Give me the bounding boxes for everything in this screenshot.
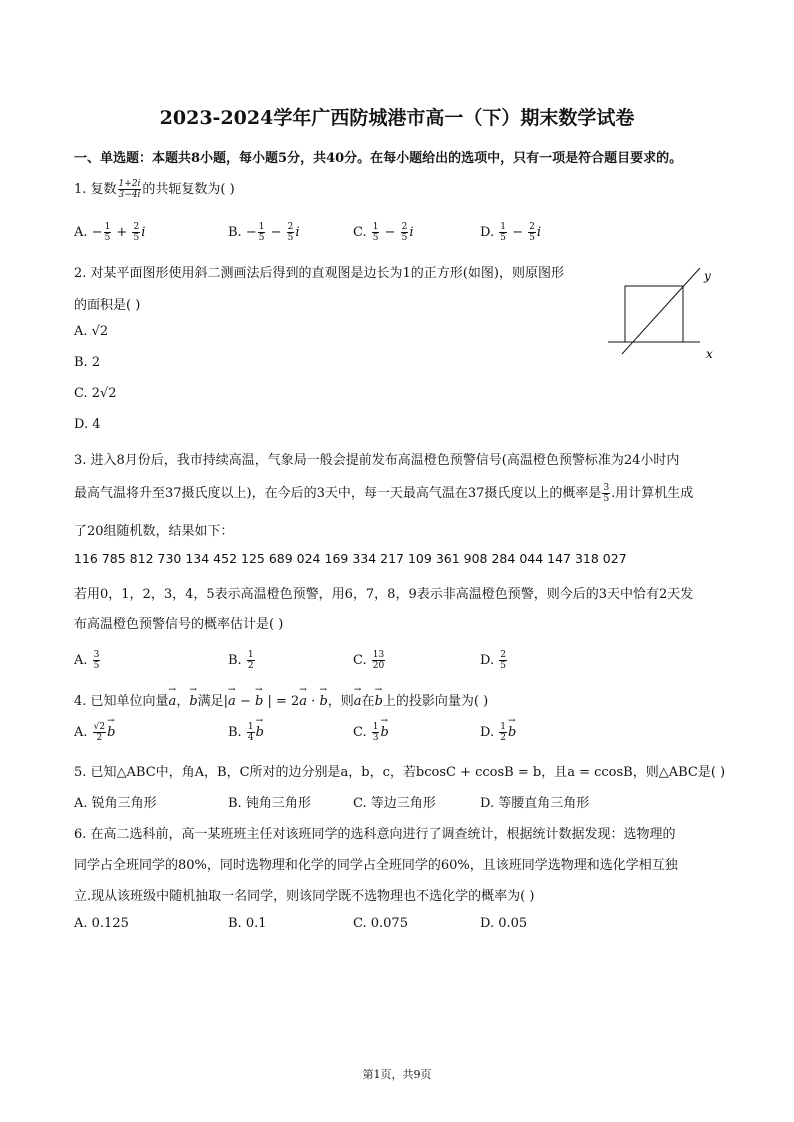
question-3-line-1: 3. 进入8月份后，我市持续高温，气象局一般会提前发布高温橙色预警信号(高温橙色预警标准为24小时内	[74, 453, 680, 468]
frac-num: 1	[372, 222, 379, 232]
q1-option-a[interactable]	[74, 222, 145, 243]
option-frac	[372, 650, 385, 671]
option-tail: i	[295, 225, 300, 240]
vector-a: → a	[169, 694, 177, 709]
q4-sep: ，	[176, 694, 190, 709]
frac-den: 2	[247, 661, 254, 671]
q4-mid: 满足|	[197, 694, 229, 709]
question-3-line-2	[74, 482, 693, 504]
q2-option-d[interactable]: D. 4	[74, 417, 101, 432]
frac-num: 1	[500, 722, 506, 732]
option-label: C.	[353, 725, 371, 740]
q6-option-a[interactable]: A. 0.125	[74, 916, 129, 931]
frac-den: 5	[401, 233, 408, 243]
option-frac-1	[372, 222, 380, 243]
q3-option-b[interactable]	[228, 650, 256, 671]
option-frac-2	[132, 222, 140, 243]
option-label: B.	[228, 653, 246, 668]
option-sign: −	[91, 225, 103, 240]
frac-num: 1	[258, 222, 265, 232]
q1-stem-post: 的共轭复数为( )	[142, 182, 235, 197]
frac-num: 13	[372, 650, 385, 660]
vector-a: → a	[354, 694, 362, 709]
q1-option-c[interactable]	[353, 222, 414, 243]
frac-den: 5	[603, 494, 610, 504]
q5-option-b[interactable]: B. 钝角三角形	[228, 796, 311, 811]
frac-den: 20	[372, 661, 385, 671]
q6-option-d[interactable]: D. 0.05	[480, 916, 528, 931]
q1-stem-pre: 1. 复数	[74, 182, 117, 197]
option-tail: i	[536, 225, 542, 240]
option-frac-2	[287, 222, 295, 243]
frac-den: 5	[372, 233, 379, 243]
option-tail: i	[141, 225, 146, 240]
frac-den: 2	[96, 733, 103, 743]
frac-den: 2	[500, 733, 506, 743]
q5-option-c[interactable]: C. 等边三角形	[353, 796, 436, 811]
q2-option-c[interactable]: C. 2√2	[74, 386, 117, 401]
oblique-square-figure	[604, 262, 724, 362]
frac-den: 3	[372, 733, 379, 743]
frac-den: 4	[247, 733, 254, 743]
option-op: −	[507, 225, 528, 240]
vector-a: → a	[228, 694, 236, 709]
option-label: C.	[353, 653, 371, 668]
frac-den: 5	[93, 661, 100, 671]
option-frac-1	[104, 222, 112, 243]
frac-num: 3	[93, 650, 100, 660]
option-op: −	[380, 225, 400, 240]
vector-b: → b	[319, 694, 327, 709]
frac-den: 5	[287, 233, 294, 243]
question-2-line-1: 2. 对某平面图形使用斜二测画法后得到的直观图是边长为1的正方形(如图)，则原图形	[74, 266, 564, 281]
q4-eq: | = 2	[263, 694, 300, 709]
question-6-line-3: 立.现从该班级中随机抽取一名同学，则该同学既不选物理也不选化学的概率为( )	[74, 889, 535, 904]
option-frac	[93, 650, 101, 671]
option-label: C.	[353, 225, 371, 240]
vector-b: → b	[375, 694, 383, 709]
frac-den: 5	[500, 233, 506, 243]
frac-num: 1	[104, 222, 111, 232]
q3-option-a[interactable]	[74, 650, 101, 671]
q6-option-c[interactable]: C. 0.075	[353, 916, 408, 931]
option-sign: −	[245, 225, 257, 240]
q5-option-d[interactable]: D. 等腰直角三角形	[480, 796, 590, 811]
y-axis	[622, 268, 700, 354]
section-header: 一、单选题：本题共8小题，每小题5分，共40分。在每小题给出的选项中，只有一项是符合题目要求的。	[74, 151, 683, 166]
option-label: A.	[74, 725, 92, 740]
frac-num: 2	[500, 650, 506, 660]
question-3-line-5: 若用0，1，2，3，4，5表示高温橙色预警，用6，7，8，9表示非高温橙色预警，则今后的3天中恰有2天发	[74, 587, 694, 602]
q3-line2-pre: 最高气温将升至37摄氏度以上)，在今后的3天中，每一天最高气温在37摄氏度以上的概率是	[74, 486, 602, 501]
frac-num: 1	[247, 722, 254, 732]
option-frac	[93, 722, 106, 743]
option-frac	[247, 722, 255, 743]
frac-num: 1	[372, 722, 379, 732]
frac-den: 5	[133, 233, 140, 243]
option-label: A.	[74, 653, 92, 668]
q4-post2: 在	[361, 694, 375, 709]
q2-option-b[interactable]: B. 2	[74, 355, 101, 370]
option-frac	[247, 650, 255, 671]
frac-den: 5	[529, 233, 535, 243]
option-label: D.	[480, 653, 499, 668]
q1-frac-num: 1+2i	[118, 179, 141, 189]
option-frac-2	[528, 222, 536, 243]
q4-option-c[interactable]	[353, 722, 389, 743]
exam-title: 2023-2024学年广西防城港市高一（下）期末数学试卷	[159, 107, 635, 129]
q4-pre: 4. 已知单位向量	[74, 694, 169, 709]
frac-num: √2	[93, 722, 106, 732]
q1-option-d[interactable]	[480, 222, 541, 243]
option-label: A.	[74, 225, 92, 240]
option-label: D.	[480, 225, 499, 240]
vector-b: → b	[508, 725, 516, 740]
option-frac-1	[258, 222, 266, 243]
option-tail: i	[409, 225, 414, 240]
option-frac-1	[499, 222, 507, 243]
frac-num: 2	[287, 222, 294, 232]
q4-dot: ·	[307, 694, 320, 709]
q4-option-d[interactable]	[480, 722, 516, 743]
q1-frac-den: 3−4i	[118, 190, 141, 200]
option-label: B.	[228, 225, 246, 240]
question-3-line-3: 了20组随机数，结果如下：	[74, 524, 234, 539]
option-frac	[499, 722, 507, 743]
q3-option-c[interactable]	[353, 650, 386, 671]
q3-option-d[interactable]	[480, 650, 508, 671]
frac-den: 5	[104, 233, 111, 243]
frac-den: 5	[258, 233, 265, 243]
question-5-stem: 5. 已知△ABC中，角A，B，C所对的边分别是a，b，c，若bcosC + ccosB = b，且a = ccosB，则△ABC是( )	[74, 765, 726, 780]
question-4-stem: 4. 已知单位向量→ a，→ b满足|→ a − → b | = 2→ a · → b，则→ a在→ b上的投影向量为( )	[74, 690, 488, 709]
frac-num: 3	[603, 483, 610, 493]
vector-b: → b	[256, 725, 264, 740]
vector-b: → b	[107, 725, 115, 740]
frac-num: 2	[401, 222, 408, 232]
option-frac	[372, 722, 380, 743]
frac-num: 1	[500, 222, 506, 232]
question-3-line-6: 布高温橙色预警信号的概率估计是( )	[74, 617, 284, 632]
option-label: B.	[228, 725, 246, 740]
q3-line2-post: .用计算机生成	[611, 486, 694, 501]
question-6-line-1: 6. 在高二选科前，高一某班班主任对该班同学的选科意向进行了调查统计，根据统计数据发现：选物理的	[74, 827, 676, 842]
q4-option-b[interactable]	[228, 722, 264, 743]
q4-post: ，则	[327, 694, 354, 709]
option-op: +	[112, 225, 132, 240]
square-shape	[625, 286, 683, 342]
q5-option-a[interactable]: A. 锐角三角形	[74, 796, 157, 811]
frac-num: 2	[133, 222, 140, 232]
question-1-stem	[74, 178, 235, 200]
frac-num: 1	[247, 650, 254, 660]
y-axis-label: y	[704, 269, 711, 283]
q1-fraction	[118, 179, 142, 200]
frac-num: 2	[529, 222, 535, 232]
q4-post3: 上的投影向量为( )	[382, 694, 489, 709]
q6-option-b[interactable]: B. 0.1	[228, 916, 267, 931]
page-footer: 第1页，共9页	[362, 1068, 432, 1081]
q2-option-a[interactable]: A. √2	[74, 324, 109, 339]
vector-a: → a	[299, 694, 307, 709]
x-axis-label: x	[706, 347, 713, 361]
vector-b: → b	[380, 725, 388, 740]
option-label: D.	[480, 725, 499, 740]
random-numbers: 116 785 812 730 134 452 125 689 024 169 334 217 109 361 908 284 044 147 318 027	[74, 551, 627, 566]
frac-den: 5	[500, 661, 506, 671]
option-frac	[499, 650, 507, 671]
vector-b: → b	[189, 694, 197, 709]
question-2-line-2: 的面积是( )	[74, 298, 141, 313]
question-6-line-2: 同学占全班同学的80%，同时选物理和化学的同学占全班同学的60%，且该班同学选物理和选化学相互独	[74, 858, 678, 873]
q3-probability-frac	[602, 483, 610, 504]
option-op: −	[266, 225, 286, 240]
vector-b: → b	[255, 694, 263, 709]
q4-option-a[interactable]	[74, 722, 115, 743]
q1-option-b[interactable]	[228, 222, 300, 243]
option-frac-2	[401, 222, 409, 243]
